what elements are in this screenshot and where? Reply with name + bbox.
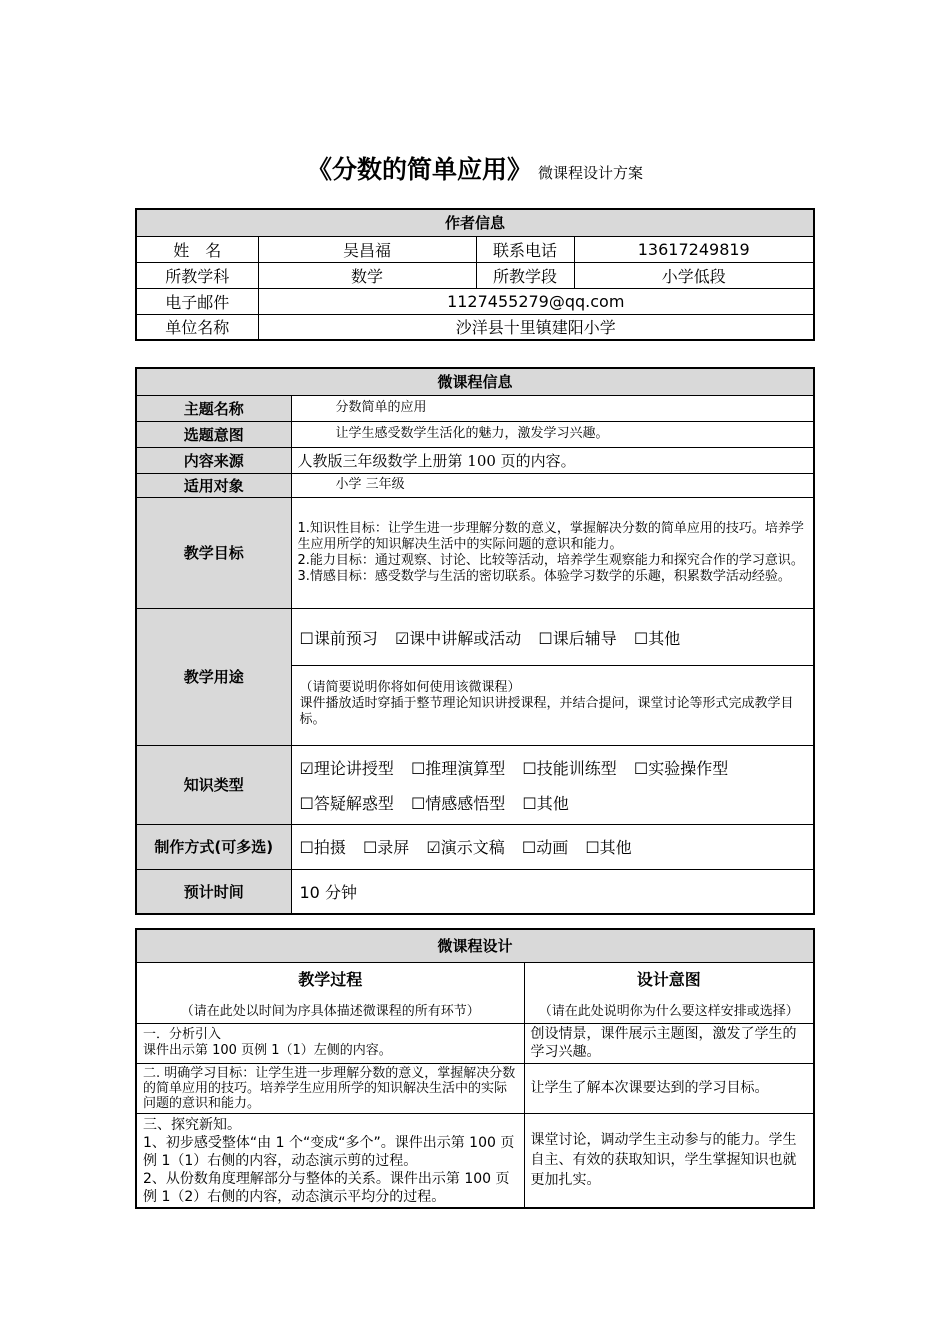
- goal-1: [298, 521, 808, 553]
- goal-2: 2.能力目标：通过观察、讨论、比较等活动，培养学生观察能力和探究合作的学习意识。: [297, 552, 804, 568]
- design-row-2-proc-head: 二. 明确学习目标：: [143, 1065, 256, 1081]
- type-option-experiment[interactable]: ☐实验操作型: [633, 758, 729, 778]
- phone-label: 联系电话: [476, 236, 574, 262]
- make-option-animation[interactable]: ☐动画: [521, 838, 569, 857]
- intent-hint: （请在此处说明你为什么要这样安排或选择）: [538, 1003, 799, 1019]
- topic-label: 主题名称: [136, 395, 291, 421]
- goal-1-head: 1.知识性目标：: [297, 520, 388, 536]
- goal-cell: [291, 497, 814, 608]
- stage-label: 所教学段: [476, 262, 574, 288]
- name-label: 姓 名: [136, 236, 258, 262]
- design-row-2-proc: [136, 1063, 524, 1113]
- make-option-screen[interactable]: ☐录屏: [362, 838, 410, 857]
- intent-value: 让学生感受数学生活化的魅力，激发学习兴趣。: [291, 421, 814, 447]
- goal-1-text: 让学生进一步理解分数的意义，掌握解决分数的简单应用的技巧。培养学生应用所学的知识解决生活中的实际问题的意识和能力。: [297, 520, 804, 552]
- type-options-row-1: [300, 750, 806, 785]
- proc-head-cell: [136, 962, 524, 1023]
- design-row-2-intent: 让学生了解本次课要达到的学习目标。: [524, 1063, 814, 1113]
- type-option-qa[interactable]: ☐答疑解惑型: [299, 793, 394, 813]
- use-option-other[interactable]: ☐其他: [633, 628, 681, 648]
- use-hint: （请简要说明你将如何使用该微课程）: [299, 679, 521, 695]
- use-options: [292, 616, 814, 666]
- use-desc: 课件播放适时穿插于整节理论知识讲授课程，并结合提问，课堂讨论等形式完成教学目标。: [299, 695, 794, 727]
- goal-label: 教学目标: [136, 497, 291, 608]
- target-value: 小学 三年级: [291, 473, 814, 497]
- goal-3: 3.情感目标：感受数学与生活的密切联系。体验学习数学的乐趣，积累数学活动经验。: [297, 568, 791, 584]
- intent-head-cell: [524, 962, 814, 1023]
- unit-label: 单位名称: [136, 314, 258, 340]
- make-label: 制作方式(可多选): [136, 824, 291, 869]
- use-label: 教学用途: [136, 608, 291, 745]
- phone-value: 13617249819: [574, 236, 814, 262]
- author-table: [135, 208, 815, 341]
- email-label: 电子邮件: [136, 288, 258, 314]
- use-option-after[interactable]: ☐课后辅导: [538, 628, 617, 648]
- time-label: 预计时间: [136, 869, 291, 914]
- proc-head: 教学过程: [298, 969, 363, 989]
- type-option-skill[interactable]: ☐技能训练型: [522, 758, 617, 778]
- type-label: 知识类型: [136, 745, 291, 824]
- type-option-theory[interactable]: ☑理论讲授型: [299, 758, 394, 778]
- subject-label: 所教学科: [136, 262, 258, 288]
- design-row-1-intent: 创设情景，课件展示主题图，激发了学生的学习兴趣。: [524, 1023, 814, 1063]
- intent-label: 选题意图: [136, 421, 291, 447]
- target-label: 适用对象: [136, 473, 291, 497]
- email-value: 1127455279@qq.com: [258, 288, 814, 314]
- design-row-2-proc-text: 让学生进一步理解分数的意义，掌握解决分数的简单应用的技巧。培养学生应用所学的知识解决生活中的实际问题的意识和能力。: [143, 1065, 516, 1111]
- design-row-3-intent: 课堂讨论，调动学生主动参与的能力。学生自主、有效的获取知识，学生掌握知识也就更加扎实。: [524, 1113, 814, 1208]
- make-option-other[interactable]: ☐其他: [585, 838, 632, 857]
- design-table: [135, 928, 815, 1209]
- unit-value: 沙洋县十里镇建阳小学: [258, 314, 814, 340]
- type-option-reasoning[interactable]: ☐推理演算型: [410, 758, 506, 778]
- type-option-emotion[interactable]: ☐情感感悟型: [410, 793, 506, 813]
- time-value: 10 分钟: [291, 869, 814, 914]
- use-description: [292, 666, 814, 738]
- topic-value: 分数简单的应用: [291, 395, 814, 421]
- make-option-shoot[interactable]: ☐拍摄: [299, 838, 346, 857]
- stage-value: 小学低段: [574, 262, 814, 288]
- type-option-other[interactable]: ☐其他: [522, 793, 569, 813]
- title-sub: 微课程设计方案: [538, 164, 644, 182]
- design-row-1-proc: 一．分析引入 课件出示第 100 页例 1（1）左侧的内容。: [136, 1023, 524, 1063]
- source-label: 内容来源: [136, 447, 291, 473]
- make-option-slides[interactable]: ☑演示文稿: [426, 838, 505, 857]
- proc-hint: （请在此处以时间为序具体描述微课程的所有环节）: [180, 1003, 480, 1019]
- type-cell: [291, 745, 814, 824]
- source-value: 人教版三年级数学上册第 100 页的内容。: [291, 447, 814, 473]
- use-cell: [291, 608, 814, 745]
- page-title: [0, 150, 950, 186]
- author-header: 作者信息: [136, 209, 814, 236]
- use-option-inclass[interactable]: ☑课中讲解或活动: [394, 628, 522, 648]
- design-row-3-proc: 三、探究新知。 1、初步感受整体“由 1 个“变成“多个”。课件出示第 100 页例 1（1）右侧的内容，动态演示剪的过程。 2、从份数角度理解部分与整体的关系。课件出示第 100 页例 1（2）右侧的内容，动态演示平均分的过程。: [136, 1113, 524, 1208]
- use-option-preview[interactable]: ☐课前预习: [299, 628, 378, 648]
- course-header: 微课程信息: [136, 368, 814, 395]
- subject-value: 数学: [258, 262, 476, 288]
- make-cell: [291, 824, 814, 869]
- type-options-row-2: [300, 785, 806, 820]
- design-header: 微课程设计: [136, 929, 814, 962]
- name-value: 吴昌福: [258, 236, 476, 262]
- title-main: 《分数的简单应用》: [306, 155, 532, 184]
- course-table: [135, 367, 815, 915]
- intent-head: 设计意图: [636, 969, 701, 989]
